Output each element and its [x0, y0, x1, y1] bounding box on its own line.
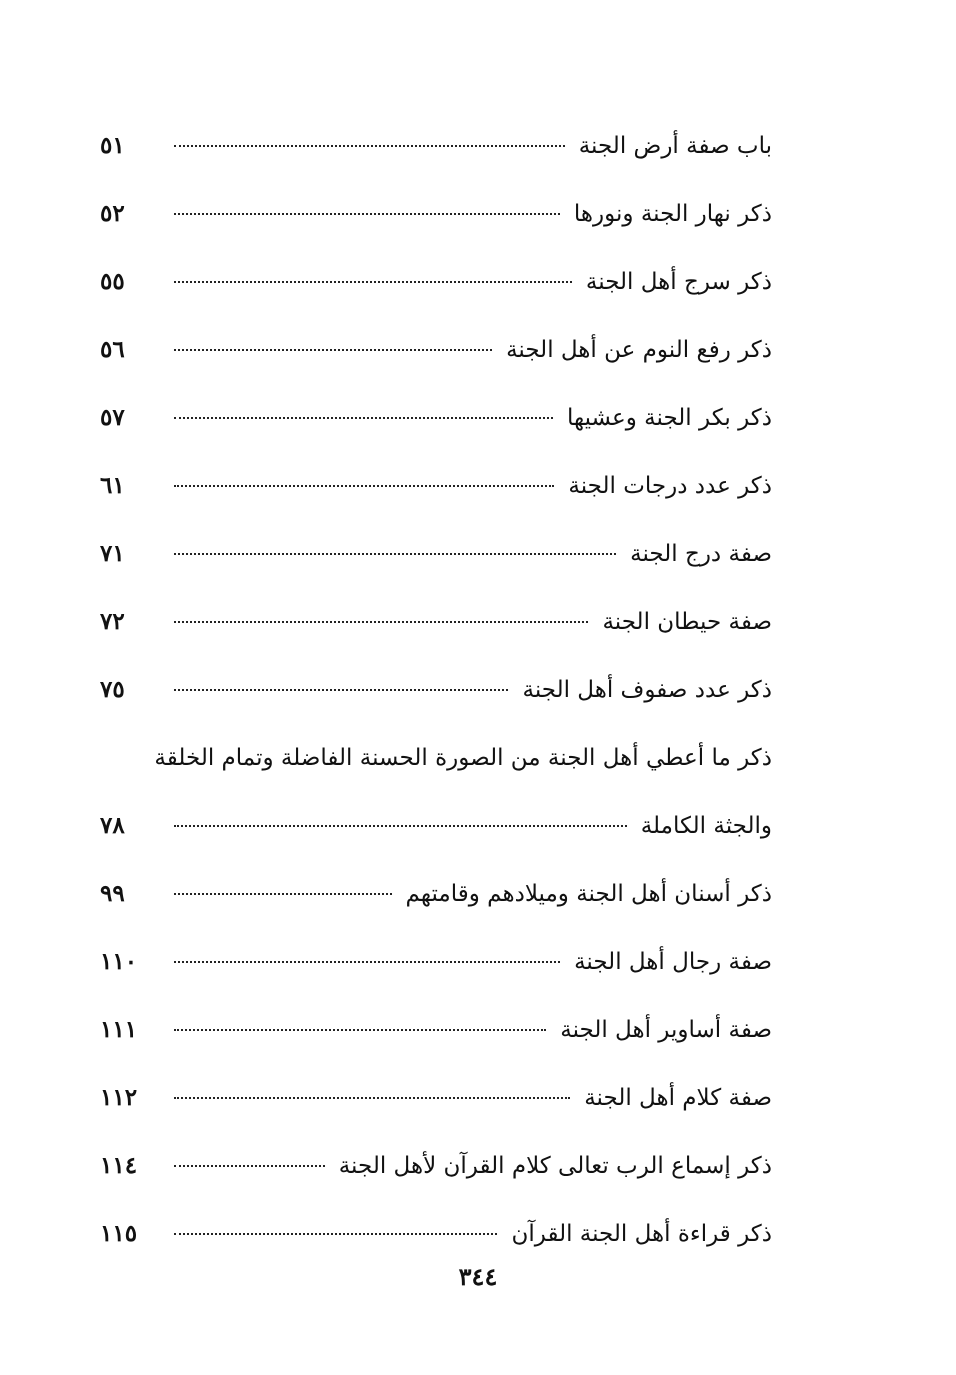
- toc-entry: [100, 588, 772, 656]
- dot-leader: [174, 1165, 325, 1167]
- toc-entry: [100, 384, 772, 452]
- toc-entry: [100, 316, 772, 384]
- toc-entry-page: ٥٥: [100, 268, 125, 295]
- toc-entry-page: ١١٤: [100, 1152, 138, 1179]
- table-of-contents: [100, 112, 772, 1268]
- toc-entry-title: باب صفة أرض الجنة: [578, 133, 772, 159]
- toc-entry-title: والجثة الكاملة: [640, 813, 772, 839]
- toc-entry-page: ١١٥: [100, 1220, 138, 1247]
- toc-entry-title: صفة أساوير أهل الجنة: [560, 1017, 772, 1043]
- dot-leader: [174, 417, 553, 419]
- toc-entry-title: صفة كلام أهل الجنة: [584, 1085, 772, 1111]
- toc-entry: [100, 112, 772, 180]
- toc-entry-title: ذكر رفع النوم عن أهل الجنة: [506, 337, 772, 363]
- toc-entry-title: ذكر سرج أهل الجنة: [585, 269, 772, 295]
- dot-leader: [174, 1029, 546, 1031]
- dot-leader: [174, 281, 572, 283]
- toc-entry-title: ذكر نهار الجنة ونورها: [573, 201, 772, 227]
- dot-leader: [174, 893, 392, 895]
- toc-entry-title: ذكر إسماع الرب تعالى كلام القرآن لأهل الجنة: [338, 1153, 772, 1179]
- dot-leader: [174, 689, 508, 691]
- toc-entry-page: ٧٨: [100, 812, 125, 839]
- toc-entry-first-line: [100, 724, 772, 792]
- page-number: ٣٤٤: [458, 1262, 498, 1291]
- toc-entry-page: ٥٢: [100, 200, 125, 227]
- toc-entry-page: ٦١: [100, 472, 125, 499]
- toc-entry-page: ٥٦: [100, 336, 125, 363]
- dot-leader: [174, 213, 560, 215]
- toc-entry-page: ١١١: [100, 1016, 138, 1043]
- toc-entry-page: ١١٢: [100, 1084, 138, 1111]
- toc-entry: [100, 1064, 772, 1132]
- toc-entry-title: ذكر عدد صفوف أهل الجنة: [522, 677, 772, 703]
- toc-entry-title: صفة درج الجنة: [630, 541, 772, 567]
- toc-entry: [100, 996, 772, 1064]
- toc-entry-title: ذكر ما أعطي أهل الجنة من الصورة الحسنة الفاضلة وتمام الخلقة: [154, 745, 772, 771]
- dot-leader: [174, 1233, 497, 1235]
- dot-leader: [174, 553, 616, 555]
- dot-leader: [174, 825, 627, 827]
- toc-entry: [100, 1200, 772, 1268]
- toc-entry-title: ذكر بكر الجنة وعشيها: [566, 405, 772, 431]
- toc-entry-page: ٥٧: [100, 404, 125, 431]
- toc-entry: [100, 452, 772, 520]
- dot-leader: [174, 621, 588, 623]
- toc-entry-title: ذكر أسنان أهل الجنة وميلادهم وقامتهم: [405, 881, 772, 907]
- toc-entry: [100, 1132, 772, 1200]
- toc-entry-title: صفة رجال أهل الجنة: [574, 949, 772, 975]
- toc-entry: [100, 656, 772, 724]
- toc-entry-page: ٧٥: [100, 676, 125, 703]
- dot-leader: [174, 1097, 570, 1099]
- toc-entry-continuation: [100, 792, 772, 860]
- dot-leader: [174, 145, 565, 147]
- toc-entry: [100, 520, 772, 588]
- toc-entry-title: صفة حيطان الجنة: [602, 609, 772, 635]
- toc-entry: [100, 248, 772, 316]
- dot-leader: [174, 485, 554, 487]
- toc-entry: [100, 860, 772, 928]
- toc-entry-page: ٥١: [100, 132, 125, 159]
- toc-entry-title: ذكر عدد درجات الجنة: [568, 473, 772, 499]
- toc-entry-page: ٧٢: [100, 608, 125, 635]
- toc-entry-page: ١١٠: [100, 948, 138, 975]
- toc-entry-page: ٩٩: [100, 880, 125, 907]
- toc-entry: [100, 180, 772, 248]
- toc-entry-page: ٧١: [100, 540, 125, 567]
- toc-entry: [100, 928, 772, 996]
- dot-leader: [174, 961, 560, 963]
- dot-leader: [174, 349, 492, 351]
- toc-entry-title: ذكر قراءة أهل الجنة القرآن: [511, 1221, 772, 1247]
